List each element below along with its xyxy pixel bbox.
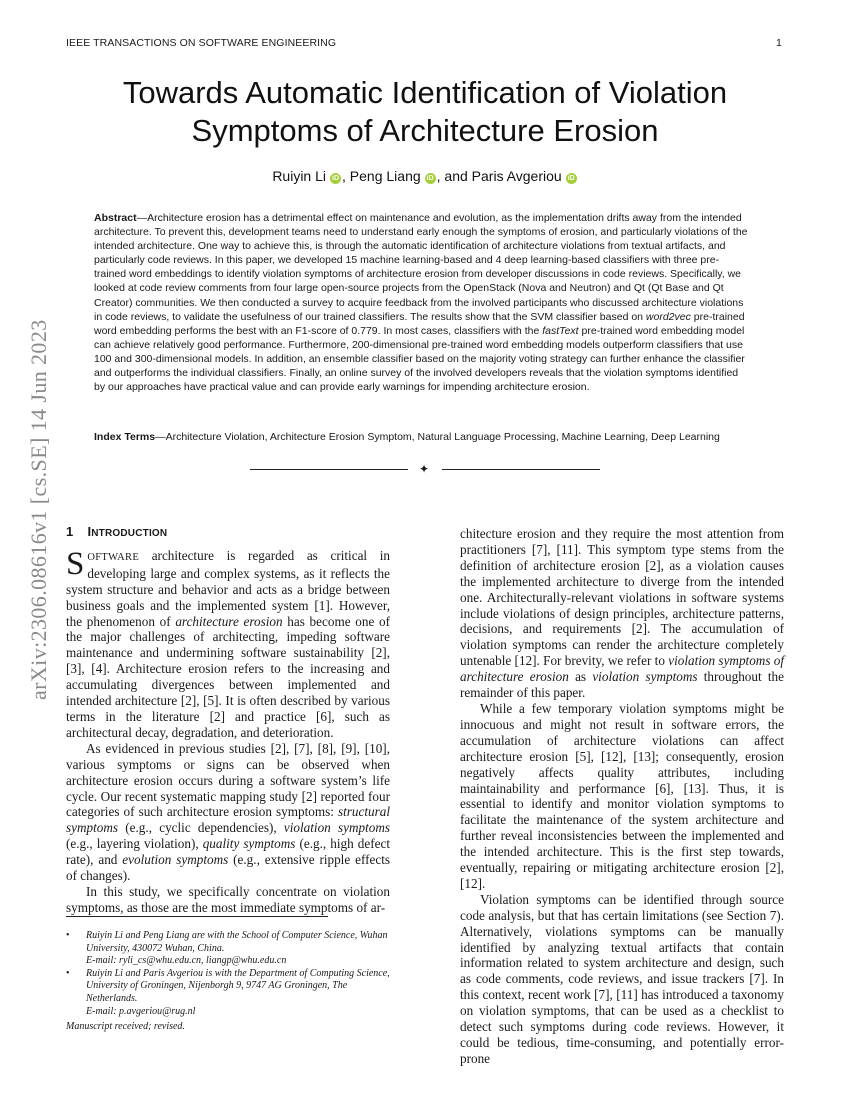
section-heading (66, 524, 390, 542)
diamond-icon: ✦ (419, 462, 430, 476)
page-number: 1 (776, 37, 782, 49)
paper-title-line2: Symptoms of Architecture Erosion (191, 113, 659, 148)
section-title-initial: I (87, 524, 92, 539)
author-name: , Peng Liang (342, 168, 421, 184)
divider-line (442, 469, 600, 470)
footnote-affiliation: Ruiyin Li and Peng Liang are with the School of Computer Science, Wuhan University, 430072 Wuhan, China. (86, 930, 388, 954)
paragraph-text: as (568, 669, 593, 685)
footnote-email: E-mail: p.avgeriou@rug.nl (86, 1005, 196, 1017)
paragraph-text: (e.g., extensive ripple effects of changes). (66, 852, 390, 884)
index-terms (94, 430, 749, 444)
emphasis: quality symptoms (202, 836, 296, 852)
manuscript-note: Manuscript received; revised. (66, 1021, 185, 1032)
author-name: , and Paris Avgeriou (436, 168, 562, 184)
paragraph-text: throughout the remainder of this paper. (460, 669, 785, 701)
divider-line (250, 469, 408, 470)
orcid-icon[interactable]: iD (332, 175, 340, 182)
footnote-rule (66, 916, 328, 917)
paragraph-text: architecture is regarded as critical in developing large and complex systems, as it reflects the system structure and behavior and acts as a bridge between business goals and the implemented system [1]. However, the phenomenon of (66, 547, 390, 629)
paper-title (60, 74, 790, 150)
abstract-text: pre-trained word embedding performs the best with an F1-score of 0.779. In most cases, classifiers with the (94, 310, 745, 337)
index-terms-label: Index Terms (94, 431, 156, 443)
abstract-text: —Architecture erosion has a detrimental effect on maintenance and evolution, as the implementation drifts away from the intended architecture. To prevent this, development teams need to understand early enough the symptoms of erosion, and particularly violations of the intended architecture. One way to achieve this, is through the automatic identification of architecture violations from textual artifacts, and particularly code reviews. In this paper, we developed 15 machine learning-based and 4 deep learning-based classifiers with three pre-trained word embeddings to identify violation symptoms of architecture erosion from developer discussions in code reviews. Specifically, we looked at code review comments from four large open-source projects from the OpenStack (Nova and Neutron) and Qt (Qt Base and Qt Creator) communities. We then conducted a survey to acquire feedback from the involved participants who discussed architecture violations in code reviews, to validate the usefulness of our trained classifiers. The results show that the SVM classifier based on (94, 212, 748, 323)
paragraph-text: (e.g., high defect rate), and (66, 836, 390, 868)
left-column (66, 524, 390, 916)
paragraph: In this study, we specifically concentrate on violation symptoms, as those are the most immediate symptoms of ar- (66, 883, 390, 915)
footnote-affiliation: Ruiyin Li and Paris Avgeriou is with the Department of Computing Science, University of Groningen, Nijenborgh 9, 9747 AG Groningen, The Netherlands. (86, 967, 390, 1004)
emphasis: architecture erosion (175, 613, 283, 629)
arxiv-identifier-text: arXiv:2306.08616v1 [cs.SE] 14 Jun 2023 (26, 319, 51, 700)
drop-cap: S (66, 545, 85, 582)
section-title-rest: NTRODUCTION (91, 528, 168, 539)
section-number: 1 (66, 524, 74, 539)
index-terms-text: —Architecture Violation, Architecture Erosion Symptom, Natural Language Processing, Machine Learning, Deep Learning (155, 431, 720, 443)
emphasis: structural symptoms (66, 804, 390, 836)
abstract-term: fastText (542, 324, 579, 337)
footnote-item (66, 930, 396, 968)
paragraph-text: (e.g., layering violation), (66, 836, 203, 852)
paragraph (66, 545, 390, 741)
abstract-text: pre-trained word embedding model can achieve relatively good performance. Furthermore, 200-dimensional pre-trained word embedding models outperform classifiers that use 100 and 300-dimensional models. In addition, an ensemble classifier based on the majority voting strategy can further enhance the classifier and outperforms the individual classifiers. Finally, an online survey of the involved developers reveals that the violation symptoms identified by our approaches have practical value and can provide early warnings for impending architecture erosion. (94, 324, 745, 394)
emphasis: violation symptoms of architecture erosion (460, 653, 785, 685)
orcid-icon[interactable]: iD (567, 175, 575, 182)
section-divider (250, 462, 600, 476)
footnote-email: E-mail: ryli_cs@whu.edu.cn, liangp@whu.edu.cn (86, 955, 287, 967)
paragraph: While a few temporary violation symptoms might be innocuous and might not result in software errors, the accumulation of architecture violations can affect architecture erosion [5], [12], [13]; consequently, erosion negatively affects quality attributes, including maintainability and performance [6], [13]. Thus, it is essential to identify and monitor violation symptoms to facilitate the maintenance of the system architecture and further reveal inconsistencies between the implemented and the intended architecture. This is the first step towards, eventually, repairing or mitigating architecture erosion [2], [12]. (460, 700, 784, 891)
author-list (60, 168, 790, 184)
emphasis: violation symptoms (592, 669, 698, 685)
orcid-icon[interactable]: iD (426, 175, 434, 182)
small-caps-word: OFTWARE (87, 551, 140, 563)
emphasis: evolution symptoms (122, 852, 229, 868)
paragraph-text: chitecture erosion and they require the most attention from practitioners [7], [11]. This symptom type stems from the definition of architecture erosion [2], as a violation causes the implemented architecture to diverge from the intended one. Architecturally-relevant violations in software systems include violations of design principles, architecture patterns, decisions, and requirements [2]. The accumulation of violation symptoms can render the architecture completely untenable [12]. For brevity, we refer to (460, 526, 784, 669)
emphasis: violation symptoms (283, 820, 390, 836)
abstract (94, 211, 749, 394)
abstract-label: Abstract (94, 212, 137, 224)
paragraph-text: (e.g., cyclic dependencies), (118, 820, 284, 836)
right-column (460, 526, 784, 1067)
abstract-term: word2vec (645, 310, 691, 323)
bullet-icon: • (66, 930, 70, 941)
running-header: IEEE TRANSACTIONS ON SOFTWARE ENGINEERING (66, 37, 337, 49)
footnote-item (66, 968, 396, 1018)
paragraph: Violation symptoms can be identified through source code analysis, but that has certain limitations (see Section 7). Alternatively, violations symptoms can be manually identified by analyzing textual artifacts that contain information related to system architecture and design, such as code comments, code reviews, and issue trackers [7]. In this context, recent work [7], [11] has introduced a taxonomy on violation symptoms, that can be used as a checklist to detect such symptoms during code reviews. However, it could be tedious, time-consuming, and potentially error-prone (460, 891, 784, 1066)
paragraph (460, 526, 784, 701)
paper-title-line1: Towards Automatic Identification of Violation (122, 75, 728, 110)
paragraph-text: has become one of the major challenges of architecting, impeding software maintenance and undermining software sustainability [2], [3], [4]. Architecture erosion refers to the increasing and accumulating divergences between implemented and intended architecture [2], [5]. It is often described by various terms in the literature [2] and practice [6], such as architectural decay, degradation, and deterioration. (66, 613, 390, 740)
author-name: Ruiyin Li (272, 168, 327, 184)
bullet-icon: • (66, 967, 70, 979)
footnotes (66, 930, 396, 1018)
paragraph-text: As evidenced in previous studies [2], [7], [8], [9], [10], various symptoms or signs can be observed when architecture erosion occurs during a software system’s life cycle. Our recent systematic mapping study [2] reported four categories of such architecture erosion symptoms: (66, 740, 390, 820)
paragraph (66, 741, 390, 884)
